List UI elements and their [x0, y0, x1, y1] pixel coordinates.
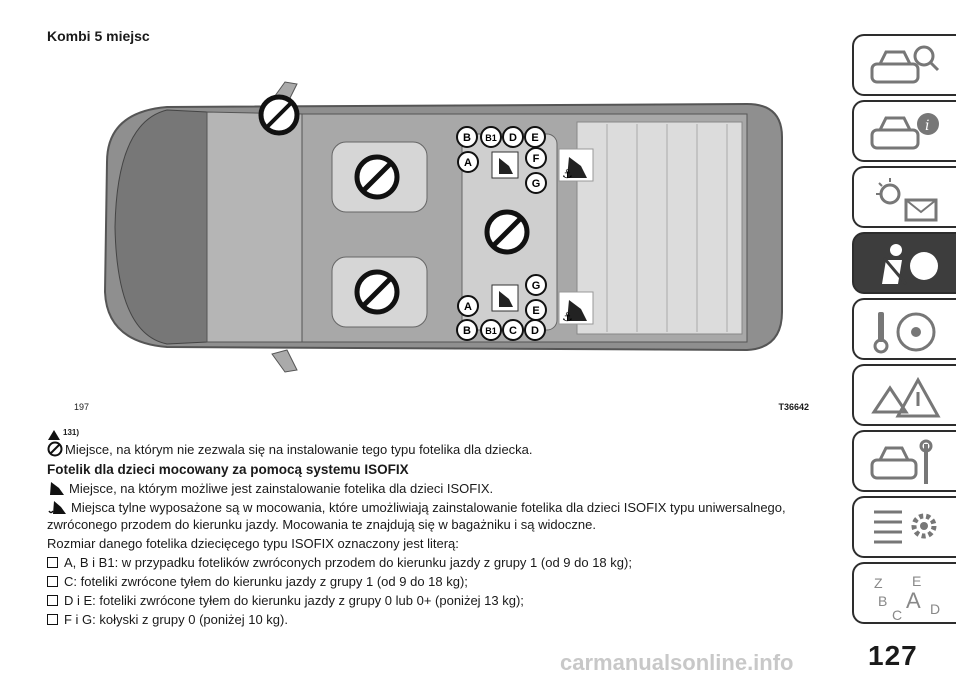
svg-text:i: i	[925, 118, 930, 134]
svg-text:D: D	[930, 601, 941, 617]
specs-gear-icon	[868, 504, 944, 554]
svg-text:G: G	[531, 178, 541, 190]
figure-code: T36642	[778, 402, 809, 412]
no-child-seat-marker-front-left	[357, 157, 397, 197]
svg-text:B: B	[463, 325, 471, 337]
paragraph-isofix-allowed-text: Miejsce, na którym możliwe jest zainstalowanie fotelika dla dzieci ISOFIX.	[69, 481, 494, 496]
paragraph-prohibited-text: Miejsce, na którym nie zezwala się na instalowanie tego typu fotelika dla dziecka.	[65, 442, 533, 457]
isofix-anchor-icon-left	[559, 149, 593, 181]
chapter-tab[interactable]	[852, 364, 956, 426]
chapter-tab[interactable]	[852, 232, 956, 294]
seat-size-label	[525, 127, 545, 147]
seat-size-label	[458, 152, 478, 172]
van-top-view-illustration	[47, 52, 813, 397]
text-block	[47, 425, 817, 630]
svg-text:B1: B1	[485, 326, 497, 336]
seat-size-label	[457, 320, 477, 340]
steering-key-icon	[868, 306, 944, 356]
no-child-seat-marker-front-right	[357, 272, 397, 312]
reference-number: 131)	[63, 428, 80, 437]
svg-text:E: E	[531, 132, 539, 144]
alphabet-index-icon	[868, 570, 944, 620]
checkbox-bullet-icon	[47, 557, 58, 568]
svg-text:E: E	[912, 573, 922, 589]
size-class-item	[47, 592, 817, 609]
svg-text:Z: Z	[874, 575, 883, 591]
svg-text:C: C	[892, 607, 903, 620]
isofix-seat-icon-rear-left	[492, 152, 518, 178]
watermark: carmanualsonline.info	[560, 650, 794, 675]
svg-text:B1: B1	[485, 133, 497, 143]
seat-size-label	[481, 320, 501, 340]
seat-size-label	[526, 173, 546, 193]
svg-text:A: A	[906, 588, 921, 613]
seat-size-label	[525, 320, 545, 340]
size-class-text: C: foteliki zwrócone tyłem do kierunku jazdy z grupy 1 (od 9 do 18 kg);	[64, 574, 468, 589]
seat-size-label	[481, 127, 501, 147]
paragraph-rear-anchorages	[47, 499, 817, 533]
svg-text:D: D	[531, 325, 539, 337]
page-number: 127	[868, 640, 918, 671]
car-tools-icon	[868, 438, 944, 488]
svg-text:A: A	[464, 301, 472, 313]
isofix-anchor-icon-right	[559, 292, 593, 324]
seat-size-label	[526, 148, 546, 168]
chapter-tab[interactable]	[852, 430, 956, 492]
svg-text:⚓: ⚓	[562, 167, 573, 181]
seat-size-label	[526, 275, 546, 295]
size-class-item	[47, 573, 817, 590]
checkbox-bullet-icon	[47, 576, 58, 587]
size-class-text: F i G: kołyski z grupy 0 (poniżej 10 kg).	[64, 612, 288, 627]
isofix-seat-icon-rear-right	[492, 285, 518, 311]
svg-text:D: D	[509, 132, 517, 144]
svg-text:C: C	[509, 325, 517, 337]
isofix-anchor-icon	[47, 499, 69, 515]
seat-size-label	[526, 300, 546, 320]
seatbelt-airbag-icon	[868, 240, 944, 290]
size-class-list	[47, 554, 817, 628]
checkbox-bullet-icon	[47, 595, 58, 606]
dashboard-light-mail-icon	[868, 174, 944, 224]
svg-text:F: F	[532, 153, 540, 165]
size-class-text: A, B i B1: w przypadku fotelików zwróconych przodem do kierunku jazdy z grupy 1 (od 9 do 18 kg);	[64, 555, 632, 570]
svg-text:A: A	[464, 157, 472, 169]
paragraph-isofix-allowed	[47, 480, 817, 497]
seat-size-label	[503, 127, 523, 147]
chapter-tab[interactable]	[852, 34, 956, 96]
paragraph-rear-anchorages-text: Miejsca tylne wyposażone są w mocowania, które umożliwiają zainstalowanie fotelika dla dzieci ISOFIX typu uniwersalnego, zwróconego przodem do kierunku jazdy. Mocowania te znajdują się w bagażniku i są widoczne.	[47, 500, 786, 532]
car-search-icon	[868, 42, 944, 92]
svg-text:⚓: ⚓	[562, 310, 573, 324]
chapter-tab[interactable]	[852, 166, 956, 228]
svg-text:G: G	[531, 280, 541, 292]
size-class-text: D i E: foteliki zwrócone tyłem do kierunku jazdy z grupy 0 lub 0+ (poniżej 13 kg);	[64, 593, 524, 608]
warning-triangle-icon	[47, 429, 61, 441]
svg-text:B: B	[463, 132, 471, 144]
seat-size-label	[503, 320, 523, 340]
svg-text:E: E	[532, 305, 540, 317]
chapter-tab[interactable]	[852, 496, 956, 558]
chapter-tab[interactable]	[852, 100, 956, 162]
seat-size-label	[458, 296, 478, 316]
size-class-item	[47, 611, 817, 628]
warning-triangle-icon	[868, 372, 944, 422]
size-class-item	[47, 554, 817, 571]
paragraph-prohibited	[47, 441, 817, 458]
figure-number: 197	[74, 402, 90, 412]
no-child-seat-marker-rear-center	[487, 212, 527, 252]
checkbox-bullet-icon	[47, 614, 58, 625]
isofix-heading: Fotelik dla dzieci mocowany za pomocą systemu ISOFIX	[47, 462, 409, 477]
chapter-tab[interactable]	[852, 298, 956, 360]
no-child-seat-marker-passenger-airbag	[261, 97, 297, 133]
figure-van-seating-diagram	[47, 52, 813, 418]
isofix-seat-icon	[47, 480, 67, 496]
chapter-tab[interactable]	[852, 562, 956, 624]
paragraph-size-letters: Rozmiar danego fotelika dziecięcego typu ISOFIX oznaczony jest literą:	[47, 536, 459, 551]
section-title: Kombi 5 miejsc	[47, 28, 150, 44]
car-info-icon	[868, 108, 944, 158]
svg-text:B: B	[878, 593, 888, 609]
seat-size-label	[457, 127, 477, 147]
reference-line	[47, 425, 817, 441]
prohibited-icon	[47, 441, 63, 457]
